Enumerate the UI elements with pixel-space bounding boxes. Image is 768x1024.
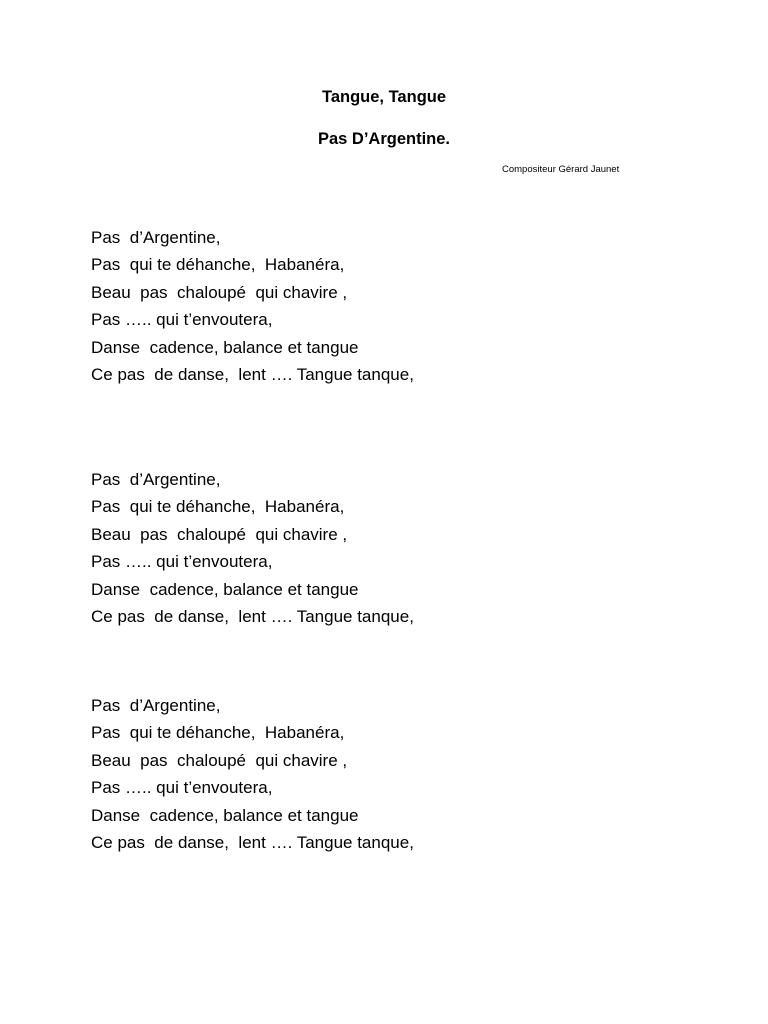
lyric-line: Beau pas chaloupé qui chavire , <box>91 524 348 544</box>
lyric-line: Pas qui te déhanche, Habanéra, <box>91 255 345 275</box>
lyric-line: Pas ….. qui t’envoutera, <box>91 310 273 330</box>
lyric-line: Ce pas de danse, lent …. Tangue tanque, <box>91 364 414 384</box>
lyric-line: Danse cadence, balance et tangue <box>91 337 359 357</box>
stanza <box>91 692 414 856</box>
stanza <box>91 466 414 630</box>
lyric-line: Ce pas de danse, lent …. Tangue tanque, <box>91 606 414 626</box>
stanza <box>91 224 414 388</box>
lyric-line: Pas d’Argentine, <box>91 696 221 715</box>
composer-credit: Compositeur Gérard Jaunet <box>502 164 620 175</box>
lyric-line: Pas ….. qui t’envoutera, <box>91 778 273 798</box>
lyric-line: Danse cadence, balance et tangue <box>91 579 359 599</box>
lyric-line: Ce pas de danse, lent …. Tangue tanque, <box>91 832 414 852</box>
lyric-line: Beau pas chaloupé qui chavire , <box>91 750 348 770</box>
song-subtitle: Pas D’Argentine. <box>317 130 451 148</box>
lyric-line: Pas qui te déhanche, Habanéra, <box>91 723 345 743</box>
lyric-line: Beau pas chaloupé qui chavire , <box>91 282 348 302</box>
lyric-line: Danse cadence, balance et tangue <box>91 805 359 825</box>
song-title: Tangue, Tangue <box>321 88 447 106</box>
lyric-line: Pas d’Argentine, <box>91 228 221 247</box>
lyric-line: Pas ….. qui t’envoutera, <box>91 552 273 572</box>
lyric-line: Pas qui te déhanche, Habanéra, <box>91 497 345 517</box>
lyric-line: Pas d’Argentine, <box>91 470 221 489</box>
